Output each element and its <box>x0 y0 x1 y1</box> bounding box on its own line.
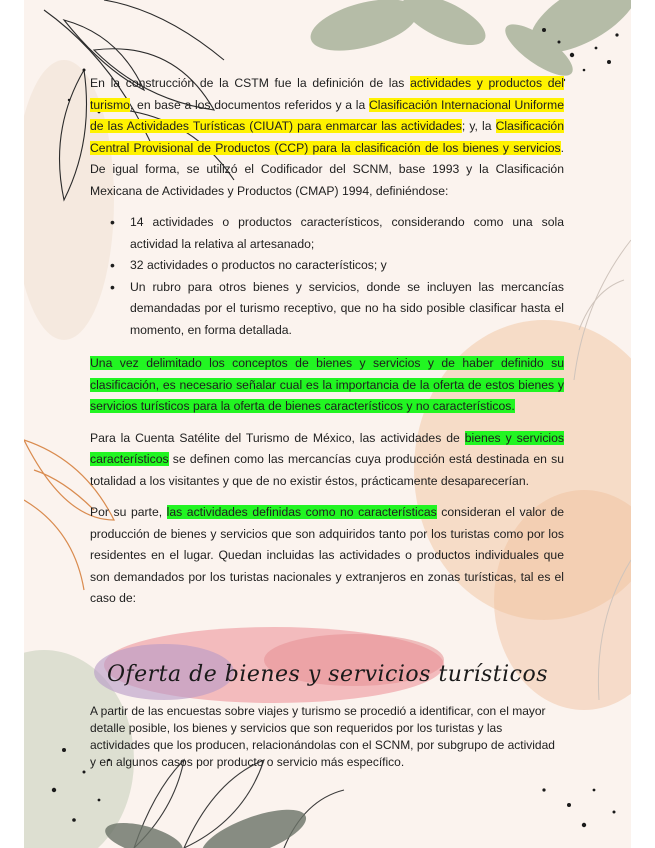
list-item: • 32 actividades o productos no característicos; y <box>130 255 564 277</box>
highlight-yellow: Clasificación Central Provisional de Productos (CCP) para la clasificación de los bienes y servicios <box>90 119 564 155</box>
paragraph-cuenta-satelite: Para la Cuenta Satélite del Turismo de México, las actividades de bienes y servicios característicos se definen como las mercancías cuya producción está destinada en su totalidad a los visitantes y que de no existir éstos, prácticamente desaparecerían. <box>90 430 564 488</box>
body-text <box>90 73 564 620</box>
paragraph-construccion: En la construcción de la CSTM fue la definición de las actividades y productos del turismo, en base a los documentos referidos y a la Clasificación Internacional Uniforme de las Actividades Turísticas (CIUAT) para enmarcar las actividades; y, la Clasificación Central Provisional de Productos (CCP) para la clasificación de los bienes y servicios. De igual forma, se utilizó el Codificador del SCNM, base 1993 y la Clasificación Mexicana de Actividades y Productos (CMAP) 1994, definiéndose: <box>90 76 564 198</box>
paragraph-encuestas: A partir de las encuestas sobre viajes y turismo se procedió a identificar, con el mayor detalle posible, los bienes y servicios que son requeridos por los turistas y las actividades que los producen, relacionándolas con el SCNM, por subgrupo de actividad y en algunos casos por producto o servicio más específico. <box>90 704 555 769</box>
highlight-yellow: actividades y productos del turismo <box>90 76 564 112</box>
highlight-yellow: Clasificación Internacional Uniforme de las Actividades Turísticas (CIUAT) para enmarcar las actividades <box>90 97 564 133</box>
list-item: • Un rubro para otros bienes y servicios, donde se incluyen las mercancías demandadas por el turismo receptivo, que no ha sido posible clasificar hasta el momento, en forma detallada. <box>130 277 564 342</box>
highlight-green: bienes y servicios característicos <box>90 430 564 466</box>
highlight-green: Una vez delimitado los conceptos de bienes y servicios y de haber definido su clasificación, es necesario señalar cual es la importancia de la oferta de estos bienes y servicios turísticos para la oferta de bienes característicos y no característicos. <box>90 356 564 413</box>
paragraph-delimitado <box>90 353 564 418</box>
highlight-green: las actividades definidas como no características <box>166 505 437 519</box>
document-page <box>24 0 631 848</box>
paragraph-no-caracteristicas: Por su parte, las actividades definidas como no características consideran el valor de producción de bienes y servicios que son adquiridos tanto por los turistas como por los residentes en el lugar. Quedan incluidas las actividades o productos individuales que son demandados por los turistas nacionales y extranjeros en zonas turísticas, tal es el caso de: <box>90 505 564 605</box>
section-title: Oferta de bienes y servicios turísticos <box>106 662 549 687</box>
sage-leaf-cluster-top <box>305 0 631 84</box>
bullet-list <box>90 212 564 341</box>
list-item: • 14 actividades o productos característicos, considerando como una sola actividad la relativa al artesanado; <box>130 212 564 255</box>
